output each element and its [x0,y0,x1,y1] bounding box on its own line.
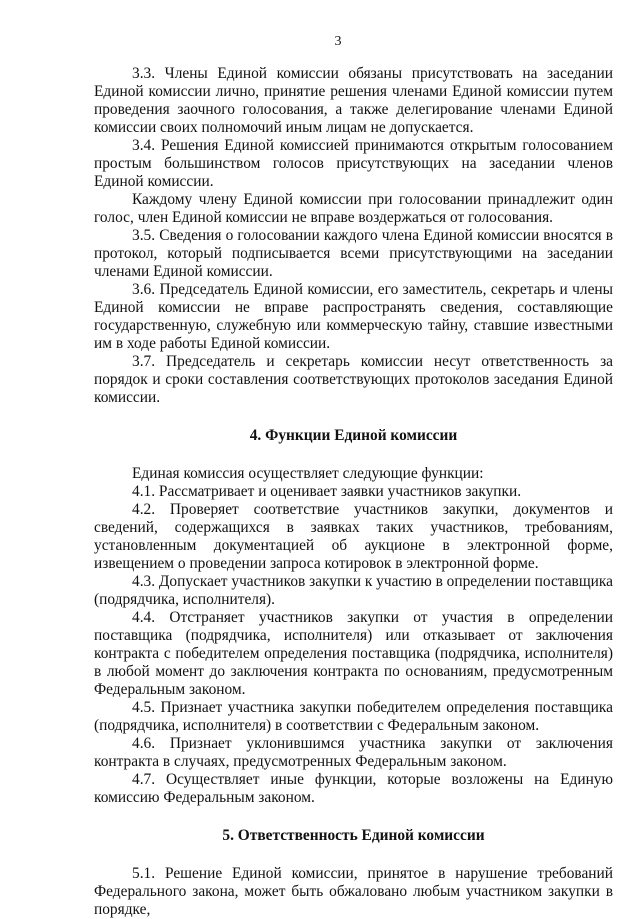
paragraph-4-7: 4.7. Осуществляет иные функции, которые возложены на Единую комиссию Федеральным законом. [94,771,613,806]
page-number: 3 [334,34,342,49]
paragraph-3-5: 3.5. Сведения о голосовании каждого члена Единой комиссии вносятся в протокол, который подписывается всеми присутствующими на заседании членами Единой комиссии. [94,227,613,280]
paragraph-4-intro: Единая комиссия осуществляет следующие функции: [132,465,484,482]
section-5 [94,865,613,919]
section-3 [94,65,613,407]
paragraph-4-2: 4.2. Проверяет соответствие участников закупки, документов и сведений, содержащихся в заявках таких участников, требованиям, установленным документацией об аукционе в электронной форме, извещением о проведении запроса котировок в электронной форме. [94,501,613,572]
paragraph-5-1: 5.1. Решение Единой комиссии, принятое в нарушение требований Федерального закона, может быть обжаловано любым участником закупки в порядке, [94,865,613,918]
paragraph-3-4-voting: Каждому члену Единой комиссии при голосовании принадлежит один голос, член Единой комиссии не вправе воздержаться от голосования. [94,191,613,226]
paragraph-3-4: 3.4. Решения Единой комиссией принимаются открытым голосованием простым большинством голосов присутствующих на заседании членов Единой комиссии. [94,137,613,190]
section-4-heading: 4. Функции Единой комиссии [249,427,458,444]
paragraph-4-5: 4.5. Признает участника закупки победителем определения поставщика (подрядчика, исполнителя) в соответствии с Федеральным законом. [94,699,613,734]
paragraph-4-3: 4.3. Допускает участников закупки к участию в определении поставщика (подрядчика, исполнителя). [94,573,613,608]
paragraph-4-1: 4.1. Рассматривает и оценивает заявки участников закупки. [132,483,522,500]
paragraph-3-6: 3.6. Председатель Единой комиссии, его заместитель, секретарь и члены Единой комиссии не вправе распространять сведения, составляющие государственную, служебную или коммерческую тайну, ставшие известными им в ходе работы Единой комиссии. [94,281,613,352]
section-5-heading: 5. Ответственность Единой комиссии [222,827,485,844]
paragraph-3-3: 3.3. Члены Единой комиссии обязаны присутствовать на заседании Единой комиссии лично, принятие решения членами Единой комиссии путем проведения заочного голосования, а также делегирование членами Единой комиссии своих полномочий иным лицам не допускается. [94,65,613,136]
paragraph-4-4: 4.4. Отстраняет участников закупки от участия в определении поставщика (подрядчика, исполнителя) или отказывает от заключения контракта с победителем определения поставщика (подрядчика, исполнителя) в любой момент до заключения контракта по основаниям, предусмотренным Федеральным законом. [94,609,613,698]
section-4 [94,465,613,807]
document-body [94,65,613,919]
paragraph-3-7: 3.7. Председатель и секретарь комиссии несут ответственность за порядок и сроки составления соответствующих протоколов заседания Единой комиссии. [94,353,613,406]
paragraph-4-6: 4.6. Признает уклонившимся участника закупки от заключения контракта в случаях, предусмотренных Федеральным законом. [94,735,613,770]
